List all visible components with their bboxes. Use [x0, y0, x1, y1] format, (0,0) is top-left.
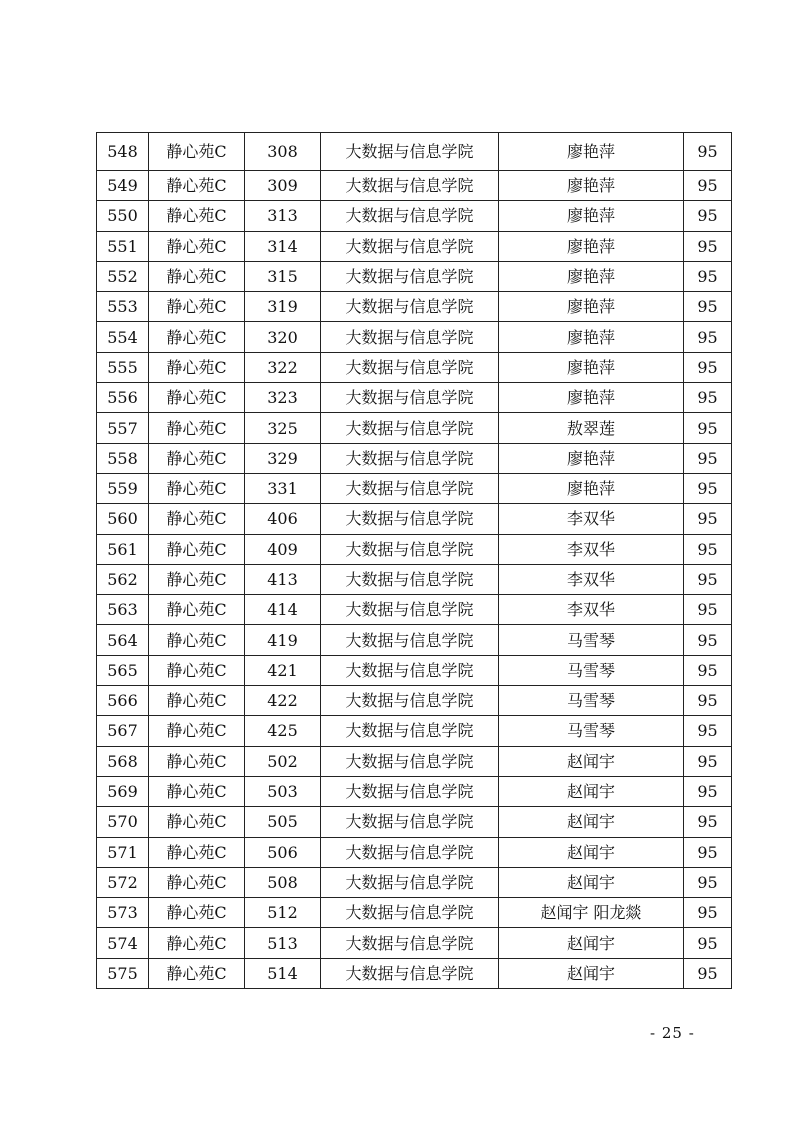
- table-row: [97, 261, 732, 291]
- room-number-cell: 313: [245, 201, 321, 231]
- building-cell: 静心苑C: [149, 958, 245, 988]
- score-cell: 95: [684, 716, 732, 746]
- room-number-cell: 331: [245, 473, 321, 503]
- college-cell: 大数据与信息学院: [321, 958, 499, 988]
- inspector-cell: 廖艳萍: [499, 171, 684, 201]
- room-number-cell: 414: [245, 595, 321, 625]
- table-row: [97, 504, 732, 534]
- college-cell: 大数据与信息学院: [321, 807, 499, 837]
- inspector-cell: 李双华: [499, 564, 684, 594]
- college-cell: 大数据与信息学院: [321, 231, 499, 261]
- score-cell: 95: [684, 928, 732, 958]
- college-cell: 大数据与信息学院: [321, 261, 499, 291]
- row-number-cell: 550: [97, 201, 149, 231]
- college-cell: 大数据与信息学院: [321, 171, 499, 201]
- table-row: [97, 443, 732, 473]
- table-row: [97, 686, 732, 716]
- inspector-cell: 赵闻宇: [499, 776, 684, 806]
- row-number-cell: 564: [97, 625, 149, 655]
- college-cell: 大数据与信息学院: [321, 867, 499, 897]
- college-cell: 大数据与信息学院: [321, 716, 499, 746]
- row-number-cell: 568: [97, 746, 149, 776]
- table-row: [97, 322, 732, 352]
- table-row: [97, 564, 732, 594]
- table-row: [97, 383, 732, 413]
- room-number-cell: 308: [245, 133, 321, 171]
- score-cell: 95: [684, 867, 732, 897]
- inspector-cell: 廖艳萍: [499, 201, 684, 231]
- row-number-cell: 557: [97, 413, 149, 443]
- college-cell: 大数据与信息学院: [321, 837, 499, 867]
- building-cell: 静心苑C: [149, 898, 245, 928]
- college-cell: 大数据与信息学院: [321, 564, 499, 594]
- college-cell: 大数据与信息学院: [321, 292, 499, 322]
- inspector-cell: 廖艳萍: [499, 231, 684, 261]
- building-cell: 静心苑C: [149, 231, 245, 261]
- table-row: [97, 807, 732, 837]
- building-cell: 静心苑C: [149, 352, 245, 382]
- inspector-cell: 马雪琴: [499, 655, 684, 685]
- row-number-cell: 548: [97, 133, 149, 171]
- building-cell: 静心苑C: [149, 292, 245, 322]
- score-cell: 95: [684, 504, 732, 534]
- building-cell: 静心苑C: [149, 807, 245, 837]
- row-number-cell: 562: [97, 564, 149, 594]
- inspector-cell: 廖艳萍: [499, 261, 684, 291]
- building-cell: 静心苑C: [149, 443, 245, 473]
- room-number-cell: 421: [245, 655, 321, 685]
- table-row: [97, 867, 732, 897]
- dormitory-score-table-container: [96, 132, 732, 989]
- inspector-cell: 廖艳萍: [499, 133, 684, 171]
- room-number-cell: 409: [245, 534, 321, 564]
- college-cell: 大数据与信息学院: [321, 201, 499, 231]
- inspector-cell: 廖艳萍: [499, 383, 684, 413]
- table-row: [97, 352, 732, 382]
- table-row: [97, 133, 732, 171]
- table-row: [97, 837, 732, 867]
- room-number-cell: 319: [245, 292, 321, 322]
- score-cell: 95: [684, 776, 732, 806]
- score-cell: 95: [684, 807, 732, 837]
- table-row: [97, 776, 732, 806]
- room-number-cell: 503: [245, 776, 321, 806]
- row-number-cell: 565: [97, 655, 149, 685]
- room-number-cell: 419: [245, 625, 321, 655]
- building-cell: 静心苑C: [149, 928, 245, 958]
- table-row: [97, 201, 732, 231]
- row-number-cell: 570: [97, 807, 149, 837]
- score-cell: 95: [684, 686, 732, 716]
- table-row: [97, 716, 732, 746]
- room-number-cell: 329: [245, 443, 321, 473]
- room-number-cell: 325: [245, 413, 321, 443]
- building-cell: 静心苑C: [149, 201, 245, 231]
- building-cell: 静心苑C: [149, 383, 245, 413]
- college-cell: 大数据与信息学院: [321, 776, 499, 806]
- score-cell: 95: [684, 625, 732, 655]
- college-cell: 大数据与信息学院: [321, 928, 499, 958]
- row-number-cell: 555: [97, 352, 149, 382]
- college-cell: 大数据与信息学院: [321, 534, 499, 564]
- inspector-cell: 赵闻宇: [499, 837, 684, 867]
- row-number-cell: 574: [97, 928, 149, 958]
- building-cell: 静心苑C: [149, 564, 245, 594]
- building-cell: 静心苑C: [149, 595, 245, 625]
- room-number-cell: 506: [245, 837, 321, 867]
- college-cell: 大数据与信息学院: [321, 322, 499, 352]
- college-cell: 大数据与信息学院: [321, 504, 499, 534]
- row-number-cell: 549: [97, 171, 149, 201]
- college-cell: 大数据与信息学院: [321, 413, 499, 443]
- table-row: [97, 958, 732, 988]
- room-number-cell: 314: [245, 231, 321, 261]
- building-cell: 静心苑C: [149, 261, 245, 291]
- row-number-cell: 561: [97, 534, 149, 564]
- room-number-cell: 322: [245, 352, 321, 382]
- score-cell: 95: [684, 171, 732, 201]
- room-number-cell: 512: [245, 898, 321, 928]
- score-cell: 95: [684, 413, 732, 443]
- inspector-cell: 廖艳萍: [499, 443, 684, 473]
- inspector-cell: 赵闻宇: [499, 867, 684, 897]
- page-number: - 25 -: [650, 1024, 695, 1042]
- room-number-cell: 320: [245, 322, 321, 352]
- inspector-cell: 马雪琴: [499, 625, 684, 655]
- row-number-cell: 571: [97, 837, 149, 867]
- college-cell: 大数据与信息学院: [321, 383, 499, 413]
- inspector-cell: 赵闻宇: [499, 928, 684, 958]
- table-row: [97, 625, 732, 655]
- score-cell: 95: [684, 746, 732, 776]
- building-cell: 静心苑C: [149, 534, 245, 564]
- score-cell: 95: [684, 292, 732, 322]
- row-number-cell: 563: [97, 595, 149, 625]
- inspector-cell: 赵闻宇: [499, 807, 684, 837]
- table-row: [97, 595, 732, 625]
- building-cell: 静心苑C: [149, 322, 245, 352]
- college-cell: 大数据与信息学院: [321, 898, 499, 928]
- inspector-cell: 廖艳萍: [499, 352, 684, 382]
- college-cell: 大数据与信息学院: [321, 595, 499, 625]
- building-cell: 静心苑C: [149, 776, 245, 806]
- building-cell: 静心苑C: [149, 716, 245, 746]
- college-cell: 大数据与信息学院: [321, 352, 499, 382]
- table-row: [97, 413, 732, 443]
- score-cell: 95: [684, 655, 732, 685]
- score-cell: 95: [684, 231, 732, 261]
- table-row: [97, 473, 732, 503]
- row-number-cell: 554: [97, 322, 149, 352]
- building-cell: 静心苑C: [149, 746, 245, 776]
- score-cell: 95: [684, 534, 732, 564]
- building-cell: 静心苑C: [149, 625, 245, 655]
- dormitory-score-table: [96, 132, 732, 989]
- score-cell: 95: [684, 958, 732, 988]
- building-cell: 静心苑C: [149, 413, 245, 443]
- score-cell: 95: [684, 443, 732, 473]
- room-number-cell: 514: [245, 958, 321, 988]
- inspector-cell: 廖艳萍: [499, 292, 684, 322]
- row-number-cell: 566: [97, 686, 149, 716]
- inspector-cell: 李双华: [499, 595, 684, 625]
- table-row: [97, 231, 732, 261]
- row-number-cell: 575: [97, 958, 149, 988]
- table-row: [97, 171, 732, 201]
- college-cell: 大数据与信息学院: [321, 686, 499, 716]
- row-number-cell: 556: [97, 383, 149, 413]
- row-number-cell: 559: [97, 473, 149, 503]
- row-number-cell: 552: [97, 261, 149, 291]
- college-cell: 大数据与信息学院: [321, 625, 499, 655]
- college-cell: 大数据与信息学院: [321, 443, 499, 473]
- score-cell: 95: [684, 261, 732, 291]
- inspector-cell: 廖艳萍: [499, 473, 684, 503]
- inspector-cell: 赵闻宇: [499, 958, 684, 988]
- room-number-cell: 406: [245, 504, 321, 534]
- inspector-cell: 李双华: [499, 504, 684, 534]
- row-number-cell: 569: [97, 776, 149, 806]
- row-number-cell: 553: [97, 292, 149, 322]
- inspector-cell: 马雪琴: [499, 716, 684, 746]
- inspector-cell: 赵闻宇: [499, 746, 684, 776]
- table-row: [97, 898, 732, 928]
- table-row: [97, 746, 732, 776]
- score-cell: 95: [684, 564, 732, 594]
- building-cell: 静心苑C: [149, 504, 245, 534]
- row-number-cell: 551: [97, 231, 149, 261]
- building-cell: 静心苑C: [149, 655, 245, 685]
- building-cell: 静心苑C: [149, 133, 245, 171]
- building-cell: 静心苑C: [149, 171, 245, 201]
- row-number-cell: 572: [97, 867, 149, 897]
- room-number-cell: 422: [245, 686, 321, 716]
- room-number-cell: 505: [245, 807, 321, 837]
- row-number-cell: 567: [97, 716, 149, 746]
- table-row: [97, 655, 732, 685]
- score-cell: 95: [684, 898, 732, 928]
- inspector-cell: 敖翠莲: [499, 413, 684, 443]
- table-row: [97, 292, 732, 322]
- row-number-cell: 573: [97, 898, 149, 928]
- score-cell: 95: [684, 352, 732, 382]
- building-cell: 静心苑C: [149, 837, 245, 867]
- inspector-cell: 赵闻宇 阳龙燚: [499, 898, 684, 928]
- room-number-cell: 425: [245, 716, 321, 746]
- table-row: [97, 534, 732, 564]
- college-cell: 大数据与信息学院: [321, 746, 499, 776]
- room-number-cell: 315: [245, 261, 321, 291]
- score-cell: 95: [684, 473, 732, 503]
- room-number-cell: 502: [245, 746, 321, 776]
- inspector-cell: 马雪琴: [499, 686, 684, 716]
- room-number-cell: 323: [245, 383, 321, 413]
- table-row: [97, 928, 732, 958]
- row-number-cell: 560: [97, 504, 149, 534]
- room-number-cell: 413: [245, 564, 321, 594]
- score-cell: 95: [684, 383, 732, 413]
- room-number-cell: 508: [245, 867, 321, 897]
- score-cell: 95: [684, 201, 732, 231]
- table-body: [97, 133, 732, 989]
- building-cell: 静心苑C: [149, 473, 245, 503]
- score-cell: 95: [684, 322, 732, 352]
- room-number-cell: 309: [245, 171, 321, 201]
- score-cell: 95: [684, 595, 732, 625]
- college-cell: 大数据与信息学院: [321, 133, 499, 171]
- building-cell: 静心苑C: [149, 686, 245, 716]
- row-number-cell: 558: [97, 443, 149, 473]
- college-cell: 大数据与信息学院: [321, 473, 499, 503]
- college-cell: 大数据与信息学院: [321, 655, 499, 685]
- score-cell: 95: [684, 133, 732, 171]
- room-number-cell: 513: [245, 928, 321, 958]
- inspector-cell: 廖艳萍: [499, 322, 684, 352]
- building-cell: 静心苑C: [149, 867, 245, 897]
- inspector-cell: 李双华: [499, 534, 684, 564]
- score-cell: 95: [684, 837, 732, 867]
